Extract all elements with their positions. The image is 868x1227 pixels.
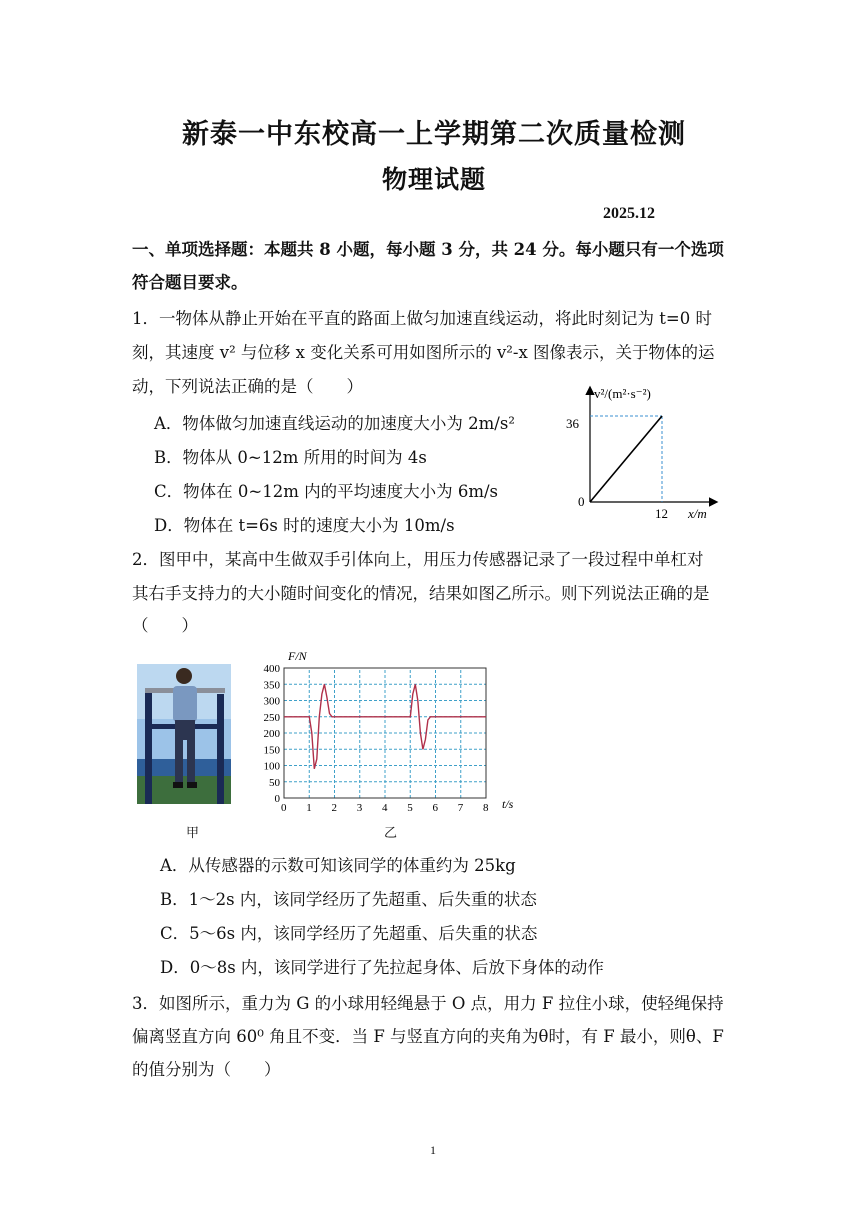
q1-x-tick-12: 12: [655, 506, 668, 521]
q2-x-tick-3: 3: [356, 802, 363, 814]
q2-y-tick-50: 50: [269, 776, 280, 789]
q2-y-tick-300: 300: [263, 695, 280, 708]
q2-y-tick-0: 0: [274, 793, 280, 805]
q2-x-tick-0: 0: [281, 802, 287, 814]
q2-y-tick-250: 250: [263, 711, 280, 724]
q2-x-tick-2: 2: [331, 802, 337, 814]
page-title: 新泰一中东校高一上学期第二次质量检测: [182, 119, 686, 150]
q1-origin-label: 0: [578, 494, 585, 509]
chart-caption: 乙: [384, 826, 398, 841]
q2-y-tick-350: 350: [263, 679, 280, 692]
q1-stem-line3: 动，下列说法正确的是（ ）: [132, 377, 363, 396]
q1-option-d[interactable]: D．物体在 t=6s 时的速度大小为 10m/s: [154, 516, 455, 535]
person-pullup-photo: [137, 664, 231, 804]
q2-y-tick-150: 150: [263, 744, 280, 757]
q3-stem-line2: 偏离竖直方向 60⁰ 角且不变．当 F 与竖直方向的夹角为θ时，有 F 最小，则θ、F: [132, 1027, 724, 1046]
q2-y-axis-label: F/N: [288, 649, 307, 663]
q1-option-b[interactable]: B．物体从 0~12m 所用的时间为 4s: [154, 448, 427, 467]
section-heading-cont: 符合题目要求。: [132, 273, 248, 292]
q2-x-tick-5: 5: [407, 802, 413, 814]
q2-tick-labels: [264, 663, 490, 814]
q2-y-tick-100: 100: [263, 760, 280, 773]
q2-force-time-chart: [250, 648, 520, 818]
q2-y-tick-400: 400: [263, 663, 280, 675]
q2-stem-line1: 2．图甲中，某高中生做双手引体向上，用压力传感器记录了一段过程中单杠对: [132, 550, 704, 569]
page-number: 1: [430, 1143, 436, 1157]
q1-stem-line2: 刻，其速度 v² 与位移 x 变化关系可用如图所示的 v²-x 图像表示，关于物体的运: [132, 343, 715, 362]
q2-grid: [284, 668, 486, 798]
q1-v2-x-chart: [560, 378, 730, 528]
q2-x-axis-label: t/s: [502, 797, 514, 811]
q2-x-tick-7: 7: [457, 802, 464, 814]
q1-option-a[interactable]: A．物体做匀加速直线运动的加速度大小为 2m/s²: [154, 414, 515, 433]
q1-stem-line1: 1．一物体从静止开始在平直的路面上做匀加速直线运动，将此时刻记为 t=0 时: [132, 309, 712, 328]
q2-stem-line2: 其右手支持力的大小随时间变化的情况，结果如图乙所示。则下列说法正确的是: [132, 584, 710, 603]
q1-y-tick-36: 36: [566, 416, 579, 431]
q2-option-d[interactable]: D．0～8s 内，该同学进行了先拉起身体、后放下身体的动作: [160, 958, 604, 977]
q1-x-axis-label: x/m: [688, 506, 707, 521]
q2-x-tick-8: 8: [483, 802, 489, 814]
q2-option-c[interactable]: C．5～6s 内，该同学经历了先超重、后失重的状态: [160, 924, 538, 943]
q2-stem-line3: （ ）: [132, 616, 198, 635]
exam-date: 2025.12: [603, 205, 655, 222]
section-heading: 一、单项选择题：本题共 8 小题，每小题 3 分，共 24 分。每小题只有一个选项: [132, 240, 724, 259]
photo-caption: 甲: [186, 826, 200, 841]
q1-option-c[interactable]: C．物体在 0~12m 内的平均速度大小为 6m/s: [154, 482, 498, 501]
q2-y-tick-200: 200: [263, 728, 280, 740]
q2-option-b[interactable]: B．1～2s 内，该同学经历了先超重、后失重的状态: [160, 890, 537, 909]
q3-stem-line3: 的值分别为（ ）: [132, 1060, 281, 1079]
page-subtitle: 物理试题: [381, 165, 486, 194]
q2-x-tick-1: 1: [306, 802, 312, 814]
q2-option-a[interactable]: A．从传感器的示数可知该同学的体重约为 25kg: [160, 856, 516, 875]
q2-x-tick-4: 4: [382, 802, 388, 814]
q3-stem-line1: 3．如图所示，重力为 G 的小球用轻绳悬于 O 点，用力 F 拉住小球，使轻绳保持: [132, 994, 724, 1013]
q1-series-line: [590, 416, 662, 502]
q2-x-tick-6: 6: [432, 802, 438, 814]
q1-y-axis-label: v²/(m²·s⁻²): [594, 386, 651, 401]
